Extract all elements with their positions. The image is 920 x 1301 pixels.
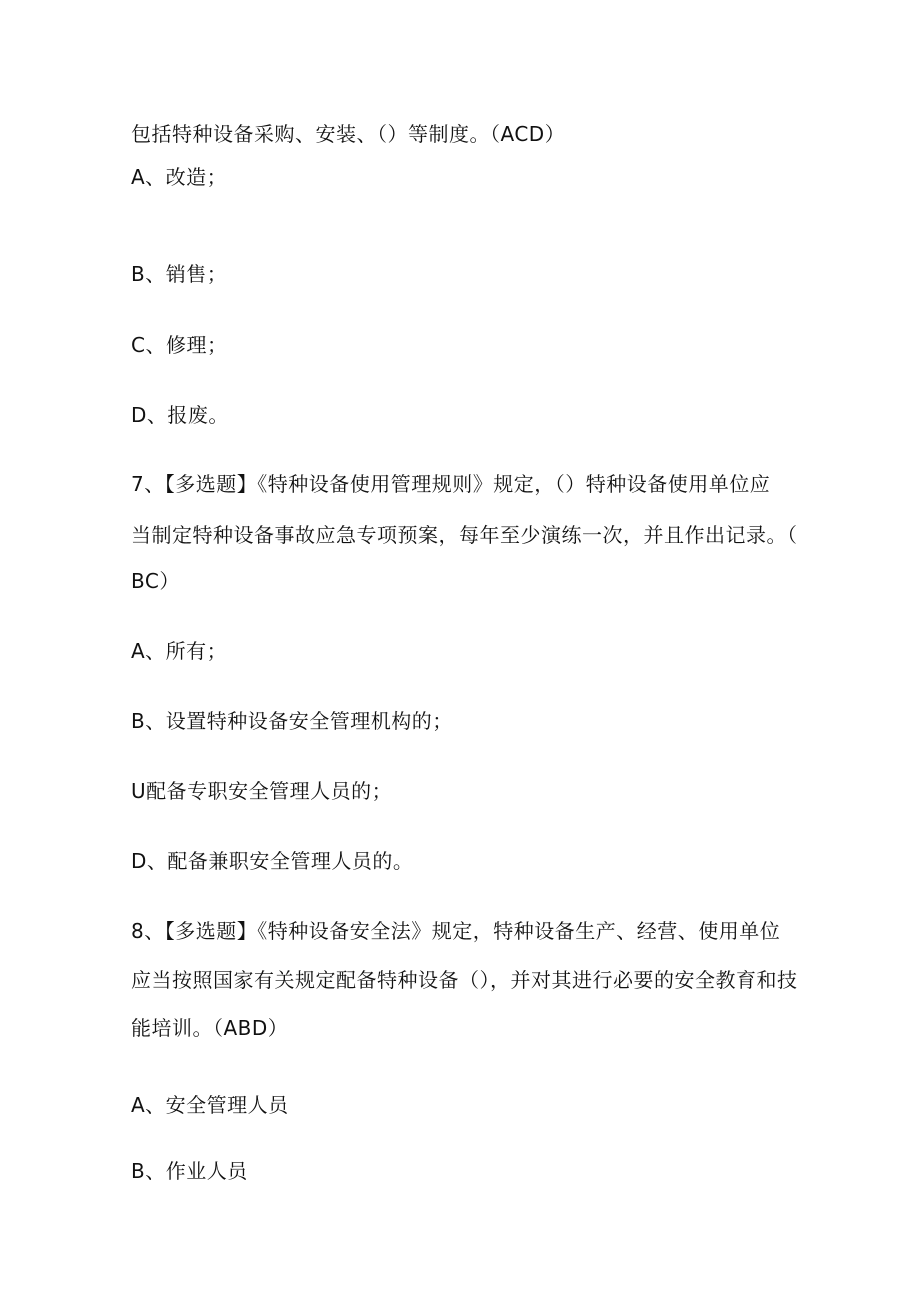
question-6-stem: 包括特种设备采购、安装、（）等制度。（ACD） (131, 122, 566, 146)
question-6-option-d: D、报废。 (131, 403, 229, 427)
question-6-option-b: B、销售； (131, 262, 228, 286)
question-7-option-c: U配备专职安全管理人员的； (131, 779, 393, 803)
question-8-stem-line-2: 应当按照国家有关规定配备特种设备（），并对其进行必要的安全教育和技 (131, 968, 798, 992)
question-8-option-b: B、作业人员 (131, 1159, 248, 1183)
question-7-option-a: A、所有； (131, 639, 228, 663)
question-7-stem-line-1: 7、【多选题】《特种设备使用管理规则》规定，（）特种设备使用单位应 (131, 472, 771, 496)
question-8-stem-line-3: 能培训。（ABD） (131, 1016, 289, 1040)
question-7-option-b: B、设置特种设备安全管理机构的； (131, 709, 453, 733)
question-8-option-a: A、安全管理人员 (131, 1093, 289, 1117)
question-8-stem-line-1: 8、【多选题】《特种设备安全法》规定，特种设备生产、经营、使用单位 (131, 919, 781, 943)
question-6-option-c: C、修理； (131, 333, 228, 357)
question-6-option-a: A、改造； (131, 165, 228, 189)
question-7-stem-line-3: BC） (131, 569, 180, 593)
question-7-stem-line-2: 当制定特种设备事故应急专项预案，每年至少演练一次，并且作出记录。（ (131, 523, 798, 547)
question-7-option-d: D、配备兼职安全管理人员的。 (131, 849, 414, 873)
